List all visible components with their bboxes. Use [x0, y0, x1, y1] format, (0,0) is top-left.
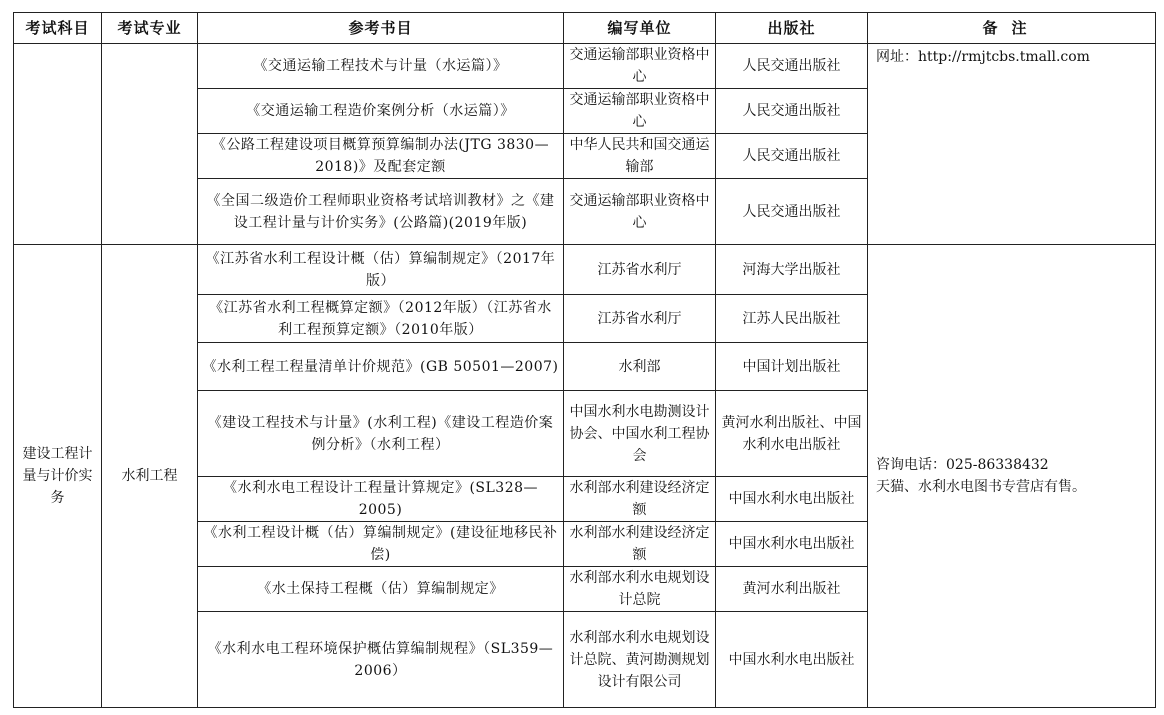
publisher-cell: 人民交通出版社: [716, 134, 868, 179]
author-cell: 水利部水利建设经济定额: [564, 522, 716, 567]
note-store: 天猫、水利水电图书专营店有售。: [876, 479, 1086, 495]
author-cell: 江苏省水利厅: [564, 295, 716, 343]
header-publisher: 出版社: [716, 13, 868, 44]
header-book: 参考书目: [198, 13, 564, 44]
note-phone: 咨询电话：025-86338432: [876, 457, 1049, 473]
publisher-cell: 人民交通出版社: [716, 179, 868, 245]
note-contact: [868, 245, 1156, 708]
book-cell: 《水利工程设计概（估）算编制规定》(建设征地移民补偿): [198, 522, 564, 567]
book-cell: 《江苏省水利工程概算定额》（2012年版）（江苏省水利工程预算定额》（2010年版）: [198, 295, 564, 343]
note-website: 网址：http://rmjtcbs.tmall.com: [868, 44, 1156, 245]
book-cell: 《江苏省水利工程设计概（估）算编制规定》（2017年版）: [198, 245, 564, 295]
publisher-cell: 人民交通出版社: [716, 44, 868, 89]
author-cell: 水利部水利建设经济定额: [564, 477, 716, 522]
major-cell: 水利工程: [102, 245, 198, 708]
book-cell: 《交通运输工程技术与计量（水运篇）》: [198, 44, 564, 89]
header-subject: 考试科目: [14, 13, 102, 44]
book-cell: 《交通运输工程造价案例分析（水运篇）》: [198, 89, 564, 134]
book-cell: 《公路工程建设项目概算预算编制办法(JTG 3830—2018)》及配套定额: [198, 134, 564, 179]
publisher-cell: 黄河水利出版社、中国水利水电出版社: [716, 391, 868, 477]
publisher-cell: 中国水利水电出版社: [716, 477, 868, 522]
author-cell: 交通运输部职业资格中心: [564, 179, 716, 245]
book-cell: 《水利水电工程设计工程量计算规定》(SL328—2005): [198, 477, 564, 522]
author-cell: 交通运输部职业资格中心: [564, 44, 716, 89]
publisher-cell: 黄河水利出版社: [716, 567, 868, 612]
author-cell: 水利部: [564, 343, 716, 391]
reference-books-table: [13, 12, 1156, 708]
publisher-cell: 中国水利水电出版社: [716, 522, 868, 567]
subject-cell: 建设工程计量与计价实务: [14, 245, 102, 708]
subject-cell-empty: [14, 44, 102, 245]
author-cell: 水利部水利水电规划设计总院、黄河勘测规划设计有限公司: [564, 612, 716, 708]
header-row: [14, 13, 1156, 44]
book-cell: 《水利工程工程量清单计价规范》(GB 50501—2007): [198, 343, 564, 391]
header-major: 考试专业: [102, 13, 198, 44]
author-cell: 中国水利水电勘测设计协会、中国水利工程协会: [564, 391, 716, 477]
author-cell: 交通运输部职业资格中心: [564, 89, 716, 134]
book-cell: 《水土保持工程概（估）算编制规定》: [198, 567, 564, 612]
publisher-cell: 中国水利水电出版社: [716, 612, 868, 708]
table-row: [14, 245, 1156, 295]
publisher-cell: 中国计划出版社: [716, 343, 868, 391]
major-cell-empty: [102, 44, 198, 245]
author-cell: 江苏省水利厅: [564, 245, 716, 295]
table-row: [14, 44, 1156, 89]
book-cell: 《水利水电工程环境保护概估算编制规程》（SL359—2006）: [198, 612, 564, 708]
header-note: 备注: [868, 13, 1156, 44]
header-author: 编写单位: [564, 13, 716, 44]
book-cell: 《建设工程技术与计量》(水利工程)《建设工程造价案例分析》（水利工程）: [198, 391, 564, 477]
author-cell: 水利部水利水电规划设计总院: [564, 567, 716, 612]
author-cell: 中华人民共和国交通运输部: [564, 134, 716, 179]
book-cell: 《全国二级造价工程师职业资格考试培训教材》之《建设工程计量与计价实务》(公路篇)(2019年版): [198, 179, 564, 245]
publisher-cell: 河海大学出版社: [716, 245, 868, 295]
publisher-cell: 人民交通出版社: [716, 89, 868, 134]
publisher-cell: 江苏人民出版社: [716, 295, 868, 343]
